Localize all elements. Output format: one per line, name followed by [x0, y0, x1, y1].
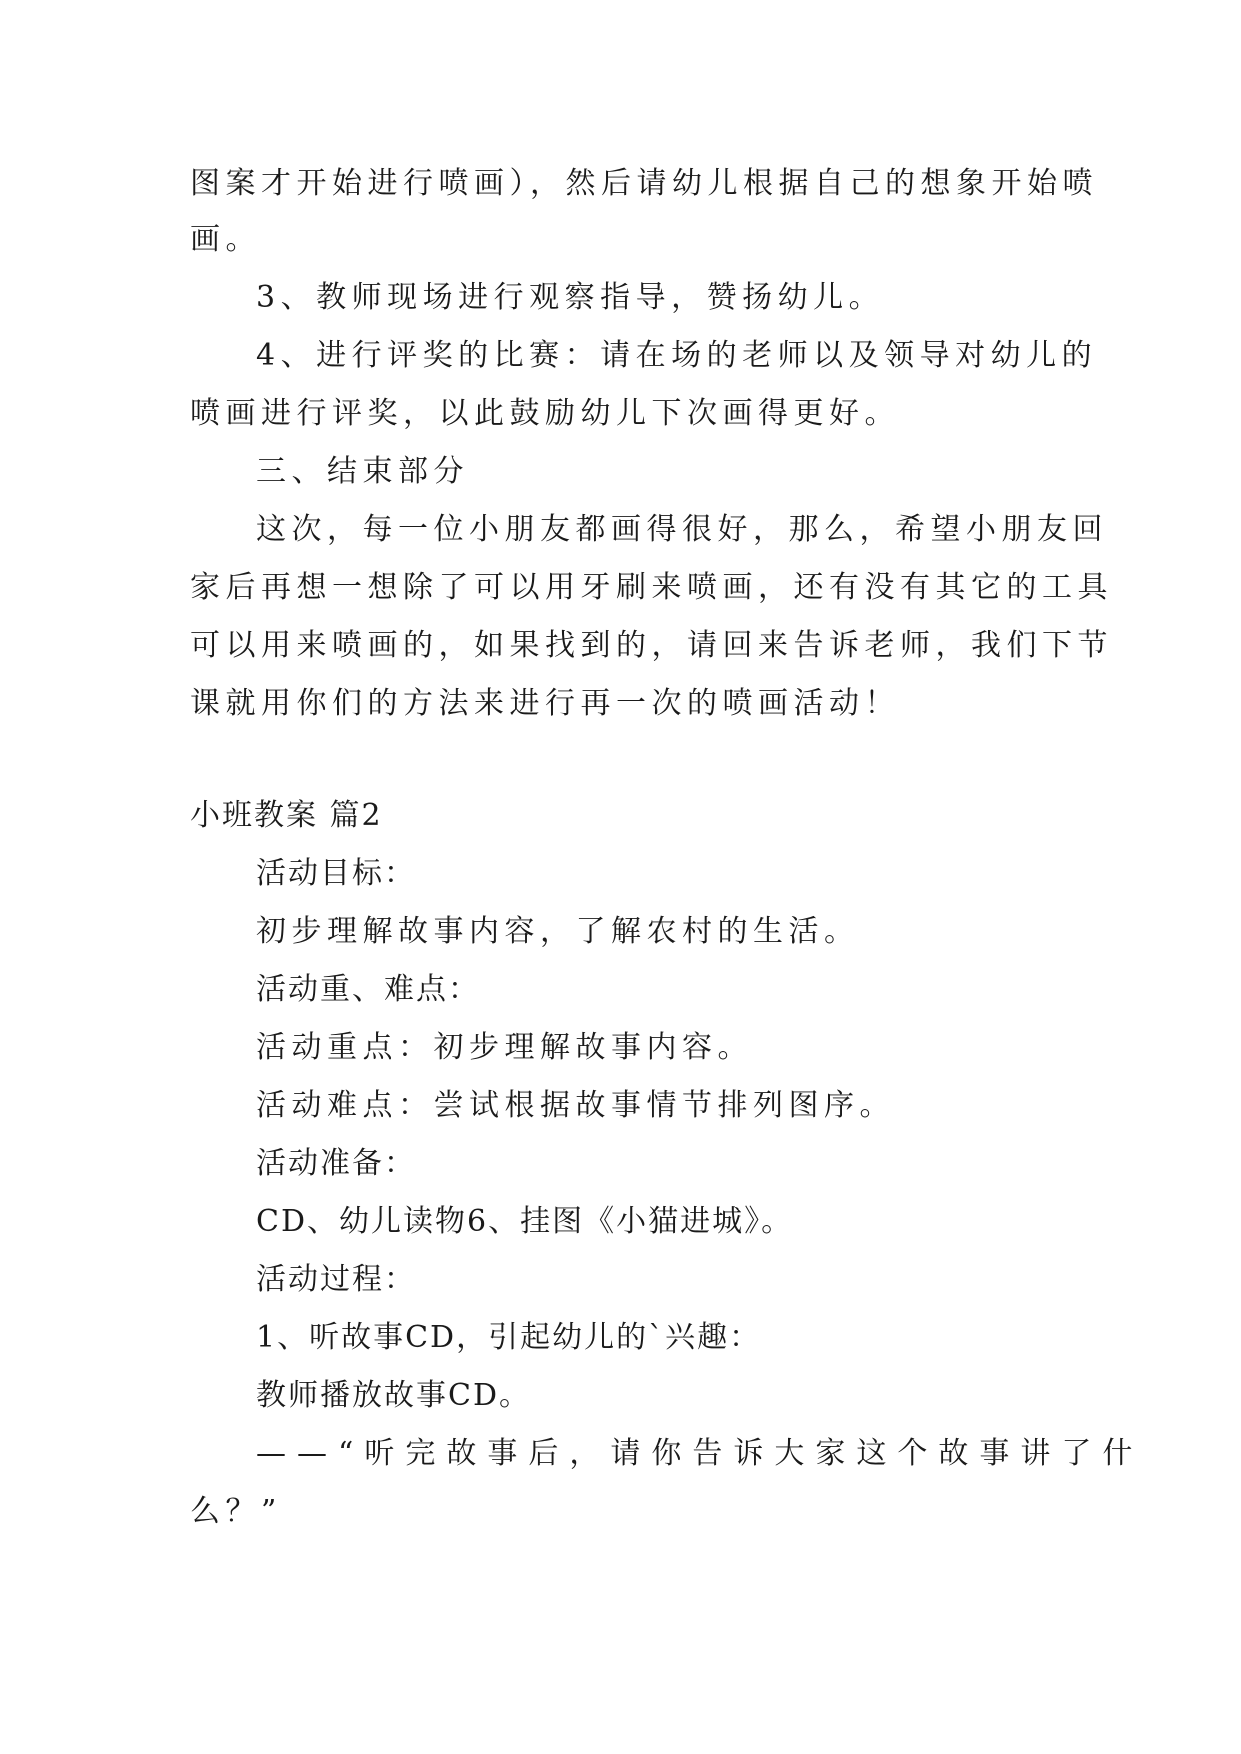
- paragraph-line: 1、听故事CD，引起幼儿的`兴趣：: [256, 1320, 762, 1355]
- paragraph-line: 4、进行评奖的比赛：请在场的老师以及领导对幼儿的: [256, 338, 1098, 373]
- paragraph-line: 初步理解故事内容，了解农村的生活。: [256, 914, 860, 949]
- paragraph-line: 这次，每一位小朋友都画得很好，那么，希望小朋友回: [256, 512, 1108, 547]
- paragraph-line: 图案才开始进行喷画），然后请幼儿根据自己的想象开始喷: [190, 166, 1098, 201]
- paragraph-line: 喷画进行评奖，以此鼓励幼儿下次画得更好。: [190, 396, 900, 431]
- paragraph-line: 3、教师现场进行观察指导，赞扬幼儿。: [256, 280, 885, 315]
- paragraph-line: 么？”: [190, 1494, 282, 1529]
- paragraph-line: CD、幼儿读物6、挂图《小猫进城》。: [256, 1204, 794, 1239]
- paragraph-line: 活动难点：尝试根据故事情节排列图序。: [256, 1088, 895, 1123]
- article-title: 小班教案 篇2: [190, 798, 383, 833]
- paragraph-line: 活动重点：初步理解故事内容。: [256, 1030, 753, 1065]
- paragraph-line: 教师播放故事CD。: [256, 1378, 532, 1413]
- paragraph-line: 活动目标：: [256, 856, 416, 891]
- paragraph-line: 活动重、难点：: [256, 972, 480, 1007]
- paragraph-line: 家后再想一想除了可以用牙刷来喷画，还有没有其它的工具: [190, 570, 1113, 605]
- paragraph-line: 画。: [190, 222, 261, 257]
- paragraph-line: 活动过程：: [256, 1262, 416, 1297]
- paragraph-line: 课就用你们的方法来进行再一次的喷画活动！: [190, 686, 900, 721]
- paragraph-line: ——“听完故事后，请你告诉大家这个故事讲了什: [256, 1436, 1144, 1471]
- section-heading: 三、结束部分: [256, 454, 469, 489]
- paragraph-line: 活动准备：: [256, 1146, 416, 1181]
- paragraph-line: 可以用来喷画的，如果找到的，请回来告诉老师，我们下节: [190, 628, 1113, 663]
